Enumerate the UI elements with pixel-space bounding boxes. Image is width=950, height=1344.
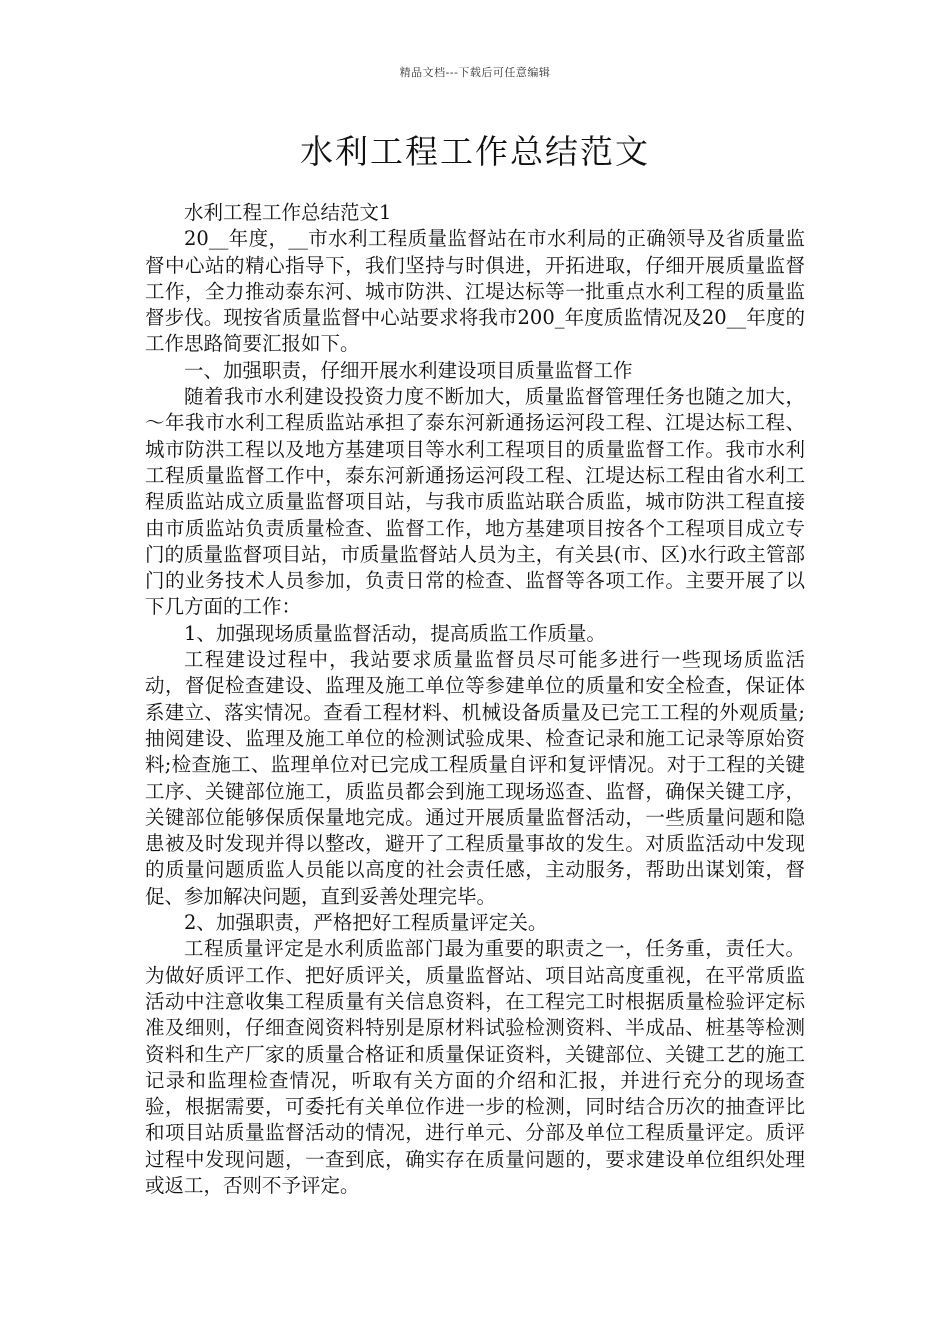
paragraph-subsection-2: 工程质量评定是水利质监部门最为重要的职责之一，任务重，责任大。为做好质评工作、把好质评关，质量监督站、项目站高度重视，在平常质监活动中注意收集工程质量有关信息资料，在工程完工时根据质量检验评定标准及细则，仔细查阅资料特别是原材料试验检测资料、半成品、桩基等检测资料和生产厂家的质量合格证和质量保证资料，关键部位、关键工艺的施工记录和监理检查情况，听取有关方面的介绍和汇报，并进行充分的现场查验，根据需要，可委托有关单位作进一步的检测，同时结合历次的抽查评比和项目站质量监督活动的情况，进行单元、分部及单位工程质量评定。质评过程中发现问题，一查到底，确实存在质量问题的，要求建设单位组织处理或返工，否则不予评定。 xyxy=(145,937,805,1197)
paragraph-subtitle: 水利工程工作总结范文1 xyxy=(184,201,392,224)
document-body xyxy=(145,200,805,1199)
paragraph-section-1: 随着我市水利建设投资力度不断加大，质量监督管理任务也随之加大，～年我市水利工程质监站承担了泰东河新通扬运河段工程、江堤达标工程、城市防洪工程以及地方基建项目等水利工程项目的质量监督工作。我市水利工程质量监督工作中，泰东河新通扬运河段工程、江堤达标工程由省水利工程质监站成立质量监督项目站，与我市质监站联合质监，城市防洪工程直接由市质监站负责质量检查、监督工作，地方基建项目按各个工程项目成立专门的质量监督项目站，市质量监督站人员为主，有关县(市、区)水行政主管部门的业务技术人员参加，负责日常的检查、监督等各项工作。主要开展了以下几方面的工作： xyxy=(145,385,805,619)
page-header-note: 精品文档---下载后可任意编辑 xyxy=(399,66,551,79)
paragraph-subsection-1: 工程建设过程中，我站要求质量监督员尽可能多进行一些现场质监活动，督促检查建设、监理及施工单位等参建单位的质量和安全检查，保证体系建立、落实情况。查看工程材料、机械设备质量及已完工工程的外观质量;抽阅建设、监理及施工单位的检测试验成果、检查记录和施工记录等原始资料;检查施工、监理单位对已完成工程质量自评和复评情况。对于工程的关键工序、关键部位施工，质监员都会到施工现场巡查、监督，确保关键工序，关键部位能够保质保量地完成。通过开展质量监督活动，一些质量问题和隐患被及时发现并得以整改，避开了工程质量事故的发生。对质监活动中发现的质量问题质监人员能以高度的社会责任感，主动服务，帮助出谋划策，督促、参加解决问题，直到妥善处理完毕。 xyxy=(145,648,805,908)
document-title: 水利工程工作总结范文 xyxy=(300,132,650,171)
section-heading-1: 一、加强职责，仔细开展水利建设项目质量监督工作 xyxy=(184,358,633,382)
subsection-heading-1: 1、加强现场质量监督活动，提高质监工作质量。 xyxy=(184,621,606,645)
paragraph-intro: 20__年度，__市水利工程质量监督站在市水利局的正确领导及省质量监督中心站的精心指导下，我们坚持与时俱进，开拓进取，仔细开展质量监督工作，全力推动泰东河、城市防洪、江堤达标等一批重点水利工程的质量监督步伐。现按省质量监督中心站要求将我市200_年度质监情况及20__年度的工作思路简要汇报如下。 xyxy=(145,227,805,356)
subsection-heading-2: 2、加强职责，严格把好工程质量评定关。 xyxy=(184,911,548,935)
